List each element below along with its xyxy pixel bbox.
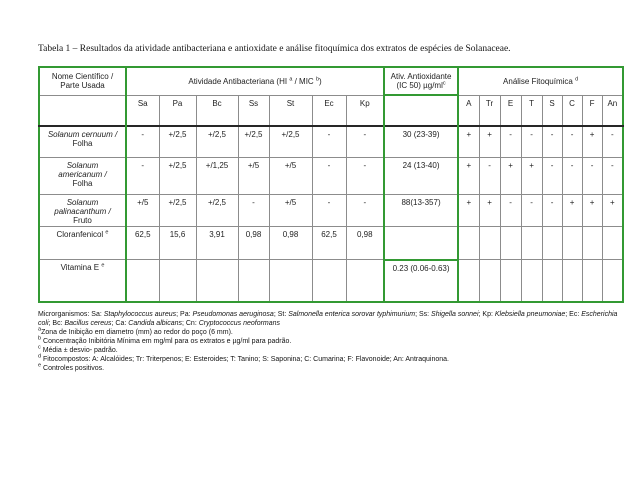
- cell-antibacterial: -: [312, 194, 346, 227]
- micro-column-header-pa: Pa: [159, 95, 196, 126]
- cell-antibacterial: [312, 260, 346, 302]
- footnote-line: Microrganismos: Sa: Staphylococcus aureus; Pa: Pseudomonas aeruginosa; St: Salmonella enterica sorovar typhimurium; Ss: Shigella sonnei; Kp: Klebsiella pneumoniae; Ec: Escherichia coli; Bc: Bacillus cereus; Ca: Candida albicans; Cn: Cryptococcus neoformans: [38, 310, 618, 327]
- cell-phytochemical: [602, 227, 623, 260]
- cell-phytochemical: +: [479, 126, 500, 157]
- phyto-column-header-tr: Tr: [479, 95, 500, 126]
- cell-phytochemical: -: [542, 157, 562, 194]
- cell-phytochemical: +: [602, 194, 623, 227]
- cell-phytochemical: +: [458, 157, 479, 194]
- footnote-line: $^e$ Controles positivos.: [38, 362, 105, 373]
- cell-phytochemical: +: [479, 194, 500, 227]
- row-label: Solanum palinacanthum / Fruto: [39, 194, 126, 227]
- cell-antibacterial: 15,6: [159, 227, 196, 260]
- cell-antibacterial: +/2,5: [159, 126, 196, 157]
- cell-phytochemical: +: [458, 194, 479, 227]
- cell-antibacterial: -: [312, 126, 346, 157]
- results-table: [38, 66, 624, 303]
- cell-antioxidant: 0.23 (0.06-0.63): [384, 260, 458, 302]
- row-label: Vitamina E $^e$: [39, 260, 126, 302]
- cell-antioxidant: 88(13-357): [384, 194, 458, 227]
- cell-phytochemical: +: [458, 126, 479, 157]
- phyto-column-header-t: T: [521, 95, 542, 126]
- cell-phytochemical: -: [602, 126, 623, 157]
- micro-column-header-sa: Sa: [126, 95, 159, 126]
- cell-antibacterial: 62,5: [126, 227, 159, 260]
- cell-antibacterial: [269, 260, 312, 302]
- cell-antibacterial: +/2,5: [196, 126, 238, 157]
- header-analise-fitoquimica: Análise Fitoquímica $^d$: [458, 67, 623, 95]
- cell-phytochemical: -: [562, 126, 582, 157]
- cell-phytochemical: [500, 227, 521, 260]
- phyto-column-header-f: F: [582, 95, 602, 126]
- micro-column-header-kp: Kp: [346, 95, 384, 126]
- footnote-line: $^b$ Concentração Inibitória Mínima em mg/ml para os extratos e µg/ml para padrão.: [38, 335, 292, 345]
- cell-phytochemical: [479, 260, 500, 302]
- cell-phytochemical: +: [521, 157, 542, 194]
- cell-antibacterial: -: [126, 157, 159, 194]
- cell-antioxidant: [384, 227, 458, 260]
- micro-column-header-bc: Bc: [196, 95, 238, 126]
- cell-phytochemical: [500, 260, 521, 302]
- subheader-empty-antioxidante: [384, 95, 458, 126]
- cell-antibacterial: +/2,5: [159, 194, 196, 227]
- footnote-line: $^d$ Fitocompostos: A: Alcalóides; Tr: Triterpenos; E: Esteroides; T: Tanino; S: Saponina; C: Cumarina; F: Flavonoide; An: Antraquinona.: [38, 353, 449, 364]
- cell-phytochemical: +: [582, 126, 602, 157]
- header-nome-cientifico-parte-usada: Nome Científico / Parte Usada: [39, 67, 126, 95]
- cell-phytochemical: [479, 227, 500, 260]
- cell-antibacterial: 62,5: [312, 227, 346, 260]
- cell-antibacterial: -: [238, 194, 269, 227]
- cell-antibacterial: -: [346, 157, 384, 194]
- table-row: [39, 126, 623, 157]
- cell-antibacterial: -: [312, 157, 346, 194]
- table-row: [39, 227, 623, 260]
- cell-phytochemical: [458, 260, 479, 302]
- cell-antibacterial: 0,98: [238, 227, 269, 260]
- cell-phytochemical: [521, 260, 542, 302]
- cell-antibacterial: [159, 260, 196, 302]
- cell-antibacterial: +/2,5: [159, 157, 196, 194]
- cell-antibacterial: -: [126, 126, 159, 157]
- table-caption: Tabela 1 – Resultados da atividade antibacteriana e antioxidate e análise fitoquímica dos extratos de espécies de Solanaceae.: [38, 44, 511, 54]
- cell-antibacterial: [346, 260, 384, 302]
- cell-phytochemical: -: [479, 157, 500, 194]
- row-label: Solanum cernuum / Folha: [39, 126, 126, 157]
- cell-antibacterial: [196, 260, 238, 302]
- phyto-column-header-a: A: [458, 95, 479, 126]
- cell-antibacterial: +/2,5: [238, 126, 269, 157]
- row-label: Cloranfenicol $^e$: [39, 227, 126, 260]
- cell-antibacterial: [126, 260, 159, 302]
- subheader-empty-nome: [39, 95, 126, 126]
- phyto-column-header-e: E: [500, 95, 521, 126]
- table-row: [39, 260, 623, 302]
- cell-antibacterial: +/5: [269, 157, 312, 194]
- cell-antibacterial: 3,91: [196, 227, 238, 260]
- cell-antibacterial: -: [346, 126, 384, 157]
- cell-phytochemical: -: [562, 157, 582, 194]
- table-group-header-row: [39, 67, 623, 95]
- row-label: Solanum americanum / Folha: [39, 157, 126, 194]
- micro-column-header-ss: Ss: [238, 95, 269, 126]
- cell-phytochemical: +: [500, 157, 521, 194]
- table-subheader-row: [39, 95, 623, 126]
- phyto-column-header-s: S: [542, 95, 562, 126]
- cell-phytochemical: [602, 260, 623, 302]
- cell-phytochemical: -: [521, 194, 542, 227]
- cell-antibacterial: +/5: [126, 194, 159, 227]
- cell-phytochemical: [582, 227, 602, 260]
- footnotes-block: [38, 310, 618, 374]
- cell-antibacterial: +/2,5: [269, 126, 312, 157]
- cell-phytochemical: -: [602, 157, 623, 194]
- cell-phytochemical: -: [542, 194, 562, 227]
- header-atividade-antibacteriana: Atividade Antibacteriana (HI $^a$ / MIC $^b$): [126, 67, 384, 95]
- cell-antioxidant: 24 (13-40): [384, 157, 458, 194]
- header-atividade-antioxidante: Ativ. Antioxidante (IC 50) $\mu g/ml^c$: [384, 67, 458, 95]
- cell-phytochemical: +: [562, 194, 582, 227]
- cell-phytochemical: -: [582, 157, 602, 194]
- cell-phytochemical: -: [542, 126, 562, 157]
- cell-phytochemical: [562, 260, 582, 302]
- cell-antibacterial: +/5: [238, 157, 269, 194]
- micro-column-header-st: St: [269, 95, 312, 126]
- cell-antibacterial: +/2,5: [196, 194, 238, 227]
- table-row: [39, 194, 623, 227]
- cell-phytochemical: -: [500, 194, 521, 227]
- footnote-line: $^a$Zona de Inibição em diametro (mm) ao redor do poço (6 mm).: [38, 326, 233, 336]
- table-row: [39, 157, 623, 194]
- cell-antibacterial: -: [346, 194, 384, 227]
- cell-antibacterial: 0,98: [346, 227, 384, 260]
- cell-phytochemical: [542, 260, 562, 302]
- cell-phytochemical: [521, 227, 542, 260]
- cell-phytochemical: -: [521, 126, 542, 157]
- cell-phytochemical: +: [582, 194, 602, 227]
- cell-antioxidant: 30 (23-39): [384, 126, 458, 157]
- phyto-column-header-an: An: [602, 95, 623, 126]
- micro-column-header-ec: Ec: [312, 95, 346, 126]
- cell-antibacterial: 0,98: [269, 227, 312, 260]
- cell-phytochemical: -: [500, 126, 521, 157]
- cell-phytochemical: [582, 260, 602, 302]
- cell-phytochemical: [562, 227, 582, 260]
- cell-antibacterial: +/5: [269, 194, 312, 227]
- footnote-line: $^c$ Média ± desvio- padrão.: [38, 344, 118, 354]
- cell-antibacterial: +/1,25: [196, 157, 238, 194]
- phyto-column-header-c: C: [562, 95, 582, 126]
- cell-antibacterial: [238, 260, 269, 302]
- cell-phytochemical: [542, 227, 562, 260]
- cell-phytochemical: [458, 227, 479, 260]
